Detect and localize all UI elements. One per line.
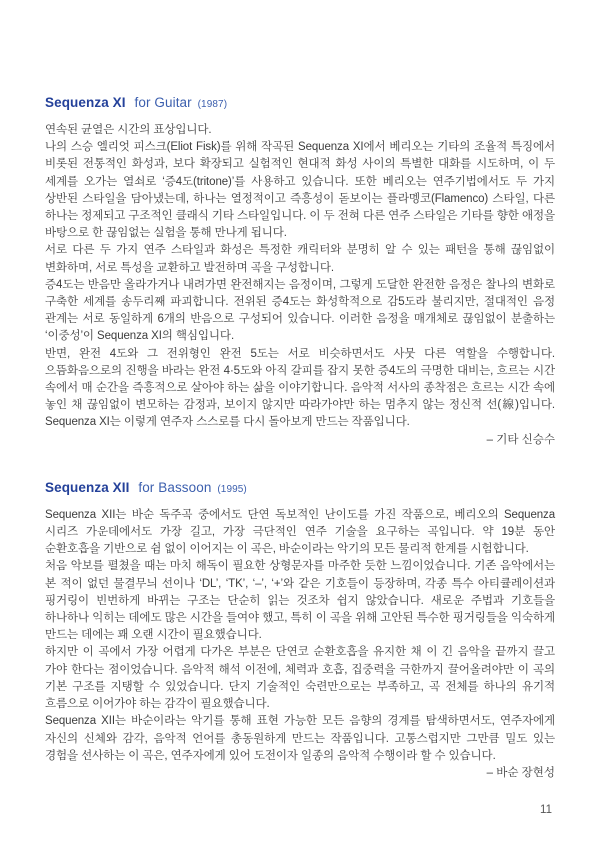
paragraph: 하지만 이 곡에서 가장 어렵게 다가온 부분은 단연코 순환호흡을 유지한 채 이 긴 음악을 끝까지 끌고 가야 한다는 점이었습니다. 음악적 해석 이전에, 체력과 호흡, 집중력을 극한까지 끌어올려야만 이 곡의 기본 구조를 지탱할 수 있었습니다. 단지 기술적인 숙련만으로는 부족하고, 곡 전체를 하나의 유기적 흐름으로 이어가야 하는 감각이 필요했습니다. xyxy=(45,646,555,711)
page-number: 11 xyxy=(540,804,552,816)
piece-title: Sequenza XI xyxy=(45,95,126,110)
paragraph: 서로 다른 두 가지 연주 스타일과 화성은 특정한 캐릭터와 분명히 알 수 있는 패턴을 통해 끊임없이 변화하며, 서로 특성을 교환하고 발전하며 곡을 구성합니다. xyxy=(45,244,555,274)
section-sequenza-xii xyxy=(45,479,555,782)
paragraph: Sequenza XII는 바순 독주곡 중에서도 단연 독보적인 난이도를 가진 작품으로, 베리오의 Sequenza 시리즈 가운데에서도 가장 길고, 가장 극단적인 연주 기술을 요구하는 곡입니다. 약 19분 동안 순환호흡을 기반으로 쉼 없이 이어지는 이 곡은, 바순이라는 악기의 모든 물리적 한계를 시험합니다. xyxy=(45,508,555,556)
paragraph: Sequenza XII는 바순이라는 악기를 통해 표현 가능한 모든 음향의 경계를 탐색하면서도, 연주자에게 자신의 신체와 감각, 음악적 언어를 총동원하게 만드는 작품입니다. 고통스럽지만 그만큼 밀도 있는 경험을 선사하는 이 곡은, 연주자에게 있어 도전이자 일종의 음악적 수행이라 할 수 있습니다. xyxy=(45,715,555,762)
section-heading-sequenza-xi xyxy=(45,94,555,113)
piece-year: (1995) xyxy=(217,483,247,495)
section-heading-sequenza-xii xyxy=(45,479,555,498)
paragraph: 반면, 완전 4도와 그 전위형인 완전 5도는 서로 비슷하면서도 사뭇 다른 역할을 수행합니다. 으뜸화음으로의 진행을 바라는 완전 4·5도와 아직 갈피를 잡지 못한 증4도의 극명한 대비는, 흐르는 시간 속에서 매 순간을 즉흥적으로 살아야 하는 삶을 이야기합니다. 음악적 서사의 종착점은 흐르는 시간 속에 놓인 채 끊임없이 변모하는 감정과, 보이지 않지만 따라가야만 하는 멈추지 않는 정신적 선(線)입니다. Sequenza XI는 이렇게 연주자 스스로를 다시 돌아보게 만드는 작품입니다. xyxy=(45,347,555,429)
paragraph: 연속된 균열은 시간의 표상입니다. xyxy=(45,124,212,136)
piece-year: (1987) xyxy=(197,99,228,110)
piece-instrument: for Bassoon xyxy=(138,479,212,495)
author-attribution: – 기타 신승수 xyxy=(486,433,555,446)
piece-title: Sequenza XII xyxy=(45,479,130,495)
section-sequenza-xi xyxy=(45,94,555,449)
piece-instrument: for Guitar xyxy=(134,95,192,110)
paragraph: 나의 스승 엘리엇 피스크(Eliot Fisk)를 위해 작곡된 Sequenza XI에서 베리오는 기타의 조율적 특징에서 비롯된 전통적인 화성과, 보다 확장되고 실험적인 현대적 화성 사이의 특별한 대화를 시도하며, 이 두 세계를 오가는 열쇠로 ‘증4도(tritone)’를 사용하고 있습니다. 또한 베리오는 연주기법에서도 두 가지 상반된 스타일을 담아냈는데, 하나는 열정적이고 즉흥성이 돋보이는 플라멩코(Flamenco) 스타일, 다른 하나는 정제되고 구조적인 클래식 기타 스타일입니다. 이 두 전혀 다른 연주 스타일은 기타를 향한 애정을 바탕으로 한 끊임없는 실험을 통해 만나게 됩니다. xyxy=(45,141,555,240)
paragraph: 증4도는 반음만 올라가거나 내려가면 완전해지는 음정이며, 그렇게 도달한 완전한 음정은 찰나의 변화로 구축한 세계를 송두리째 파괴합니다. 전위된 증4도는 화성학적으로 감5도라 불리지만, 절대적인 음정 관계는 서로 동일하게 6개의 반음으로 구성되어 있습니다. 이러한 음정을 매개체로 끊임없이 분출하는 ‘이중성’이 Sequenza XI의 핵심입니다. xyxy=(45,278,555,343)
paragraph: 처음 악보를 펼쳤을 때는 마치 해독이 필요한 상형문자를 마주한 듯한 느낌이었습니다. 기존 음악에서는 본 적이 없던 물결무늬 선이나 ‘DL’, ‘TK’, ‘–’, ‘+’와 같은 기호들이 등장하며, 각종 특수 아티큘레이션과 핑거링이 빈번하게 바뀌는 구조는 단순히 읽는 것조차 쉽지 않았습니다. 새로운 주법과 기호들을 하나하나 익히는 데에도 많은 시간을 들여야 했고, 특히 이 곡을 위해 고안된 특수한 핑거링들을 익숙하게 만드는 데에는 꽤 오랜 시간이 필요했습니다. xyxy=(45,560,555,642)
author-attribution: – 바순 장현성 xyxy=(486,766,555,779)
